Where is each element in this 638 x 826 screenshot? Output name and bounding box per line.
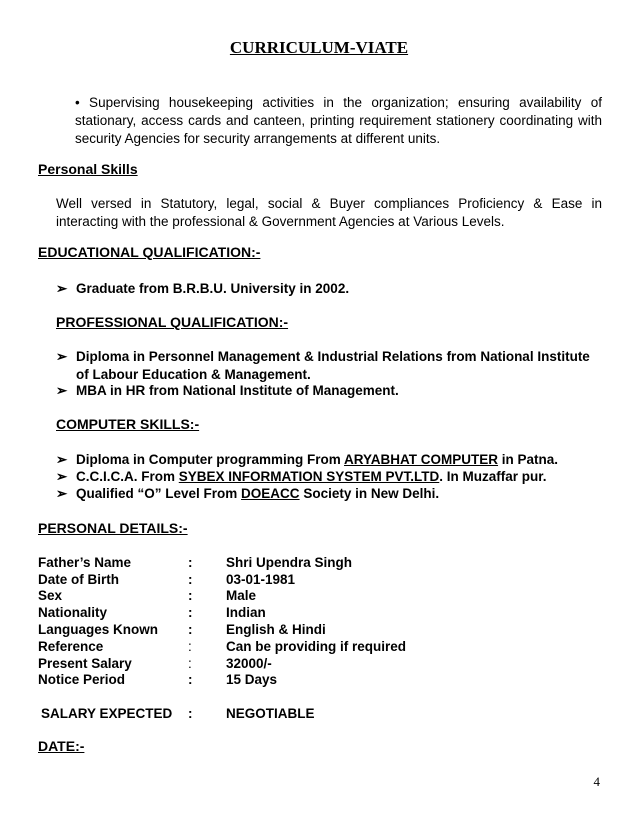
computer-skill-text: Diploma in Computer programming From	[76, 452, 345, 467]
professional-item-text: Diploma in Personnel Management & Industrial Relations from National Institute of Labour Education & Management.	[76, 349, 590, 382]
page-number: 4	[593, 774, 600, 789]
personal-skills-heading: Personal Skills	[38, 161, 138, 177]
professional-qualification-heading: PROFESSIONAL QUALIFICATION:-	[56, 314, 289, 330]
arrow-bullet-icon: ➢	[56, 281, 68, 296]
detail-value: Can be providing if required	[226, 639, 407, 654]
detail-label: Reference	[38, 639, 104, 654]
document-title: CURRICULUM-VIATE	[229, 38, 409, 57]
detail-label: Sex	[38, 588, 63, 603]
arrow-bullet-icon: ➢	[56, 469, 68, 484]
computer-skill-text: in Patna.	[498, 452, 559, 467]
arrow-bullet-icon: ➢	[56, 486, 68, 501]
educational-qualification-heading: EDUCATIONAL QUALIFICATION:-	[38, 244, 261, 260]
institute-name: SYBEX INFORMATION SYSTEM PVT.LTD	[178, 469, 440, 484]
date-label: DATE:-	[38, 738, 85, 754]
detail-value: 15 Days	[226, 672, 278, 687]
detail-label: Present Salary	[38, 656, 132, 671]
computer-skill-item	[56, 468, 606, 486]
computer-skill-item	[56, 485, 606, 503]
detail-label: Father’s Name	[38, 555, 132, 570]
detail-colon: :	[188, 656, 192, 671]
detail-colon: :	[188, 639, 192, 654]
institute-name: ARYABHAT COMPUTER	[344, 452, 499, 467]
detail-value: Shri Upendra Singh	[226, 555, 353, 570]
detail-colon: :	[188, 555, 193, 570]
professional-item	[56, 382, 606, 400]
computer-skills-heading: COMPUTER SKILLS:-	[56, 416, 200, 432]
detail-label: Nationality	[38, 605, 108, 620]
detail-value: NEGOTIABLE	[226, 706, 315, 721]
arrow-bullet-icon: ➢	[56, 349, 68, 364]
personal-details-heading: PERSONAL DETAILS:-	[38, 520, 188, 536]
computer-skill-text: Society in New Delhi.	[299, 486, 440, 501]
detail-colon: :	[188, 588, 193, 603]
detail-colon: :	[188, 706, 193, 721]
detail-label: Date of Birth	[38, 572, 119, 587]
detail-colon: :	[188, 622, 193, 637]
detail-colon: :	[188, 572, 193, 587]
professional-item-text: MBA in HR from National Institute of Management.	[76, 383, 399, 398]
computer-skill-text: Qualified “O” Level From	[76, 486, 242, 501]
personal-skills-text: Well versed in Statutory, legal, social & Buyer compliances Proficiency & Ease in interacting with the professional & Government Agencies at Various Levels.	[56, 196, 602, 229]
detail-colon: :	[188, 672, 193, 687]
computer-skill-text: C.C.I.C.A. From	[76, 469, 179, 484]
detail-value: 03-01-1981	[226, 572, 296, 587]
institute-name: DOEACC	[241, 486, 300, 501]
arrow-bullet-icon: ➢	[56, 452, 68, 467]
education-item-text: Graduate from B.R.B.U. University in 2002.	[76, 281, 350, 296]
detail-value: Male	[226, 588, 257, 603]
detail-label: SALARY EXPECTED	[41, 706, 173, 721]
detail-value: Indian	[226, 605, 266, 620]
detail-colon: :	[188, 605, 193, 620]
intro-bullet: • Supervising housekeeping activities in the organization; ensuring availability of stationary, access cards and canteen, printing requirement stationery coordinating with security Agencies for security arrangements at different units.	[75, 95, 602, 146]
detail-label: Languages Known	[38, 622, 159, 637]
arrow-bullet-icon: ➢	[56, 383, 68, 398]
education-item	[56, 280, 606, 298]
professional-item	[56, 348, 606, 384]
computer-skill-item	[56, 451, 606, 469]
detail-label: Notice Period	[38, 672, 126, 687]
computer-skill-text: . In Muzaffar pur.	[439, 469, 547, 484]
detail-value: 32000/-	[226, 656, 272, 671]
detail-value: English & Hindi	[226, 622, 326, 637]
